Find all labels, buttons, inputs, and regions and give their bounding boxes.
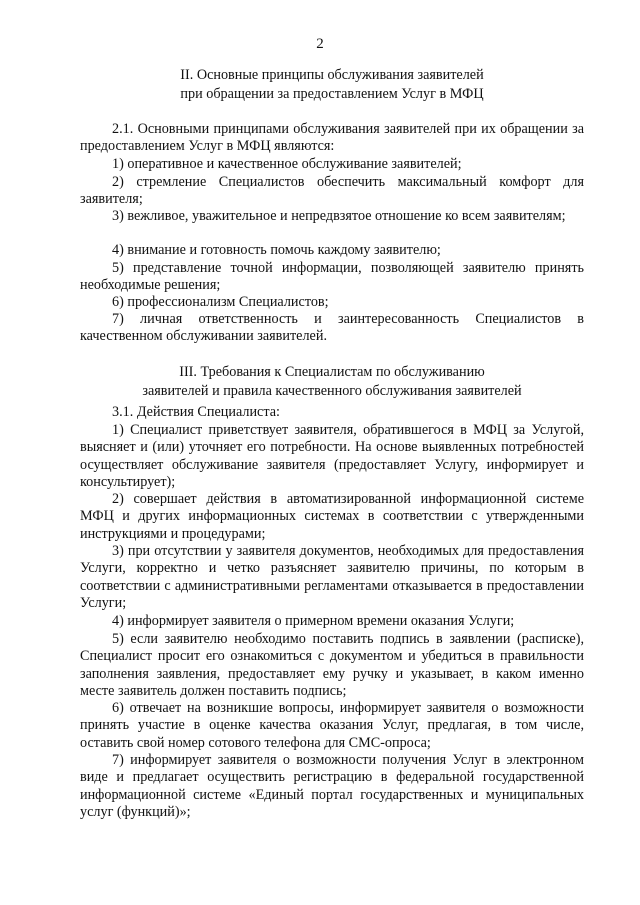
list-item-3-1-5: 5) если заявителю необходимо поставить подпись в заявлении (расписке), Специалист просит его ознакомиться с документом и убедиться в правильности заполнения заявления, предоставляет ему ручку и указывает, в каком именно месте заявитель должен поставить подпись; — [80, 631, 584, 700]
section-3-heading-line2: заявителей и правила качественного обслуживания заявителей — [142, 383, 522, 399]
list-item-3-1-4: 4) информирует заявителя о примерном времени оказания Услуги; — [112, 613, 515, 629]
section-2-heading-line2: при обращении за предоставлением Услуг в МФЦ — [180, 86, 484, 102]
section-2-heading — [80, 66, 584, 104]
list-item-2-1-2: 2) стремление Специалистов обеспечить максимальный комфорт для заявителя; — [80, 174, 584, 208]
list-item-2-1-4: 4) внимание и готовность помочь каждому заявителю; — [112, 242, 441, 258]
paragraph-2-1: 2.1. Основными принципами обслуживания заявителей при их обращении за предоставлением Услуг в МФЦ являются: — [80, 121, 584, 155]
section-2-heading-line1: II. Основные принципы обслуживания заявителей — [180, 67, 484, 83]
list-item-3-1-3: 3) при отсутствии у заявителя документов, необходимых для предоставления Услуги, корректно и четко разъясняет заявителю причины, по которым в соответствии с административными регламентами отказывается в предоставлении Услуги; — [80, 543, 584, 612]
page-number: 2 — [316, 36, 324, 52]
paragraph-3-1: 3.1. Действия Специалиста: — [112, 404, 280, 420]
list-item-2-1-3: 3) вежливое, уважительное и непредвзятое отношение ко всем заявителям; — [112, 208, 566, 224]
section-3-heading-line1: III. Требования к Специалистам по обслуживанию — [179, 364, 485, 380]
list-item-3-1-2: 2) совершает действия в автоматизированной информационной системе МФЦ и других информационных системах в соответствии с утвержденными инструкциями и процедурами; — [80, 491, 584, 542]
list-item-2-1-6: 6) профессионализм Специалистов; — [112, 294, 329, 310]
list-item-3-1-7: 7) информирует заявителя о возможности получения Услуг в электронном виде и предлагает осуществить регистрацию в федеральной государственной информационной системе «Единый портал государственных и муниципальных услуг (функций)»; — [80, 752, 584, 821]
list-item-3-1-1: 1) Специалист приветствует заявителя, обратившегося в МФЦ за Услугой, выясняет и (или) уточняет его потребности. На основе выявленных потребностей осуществляет обслуживание заявителя (предоставляет Услугу, информирует и консультирует); — [80, 422, 584, 491]
list-item-2-1-7: 7) личная ответственность и заинтересованность Специалистов в качественном обслуживании заявителей. — [80, 311, 584, 345]
list-item-2-1-1: 1) оперативное и качественное обслуживание заявителей; — [112, 156, 462, 172]
section-3-heading — [80, 363, 584, 401]
list-item-2-1-5: 5) представление точной информации, позволяющей заявителю принять необходимые решения; — [80, 260, 584, 294]
list-item-3-1-6: 6) отвечает на возникшие вопросы, информирует заявителя о возможности принять участие в оценке качества оказания Услуг, предлагая, в том числе, оставить свой номер сотового телефона для СМС-опроса; — [80, 700, 584, 751]
